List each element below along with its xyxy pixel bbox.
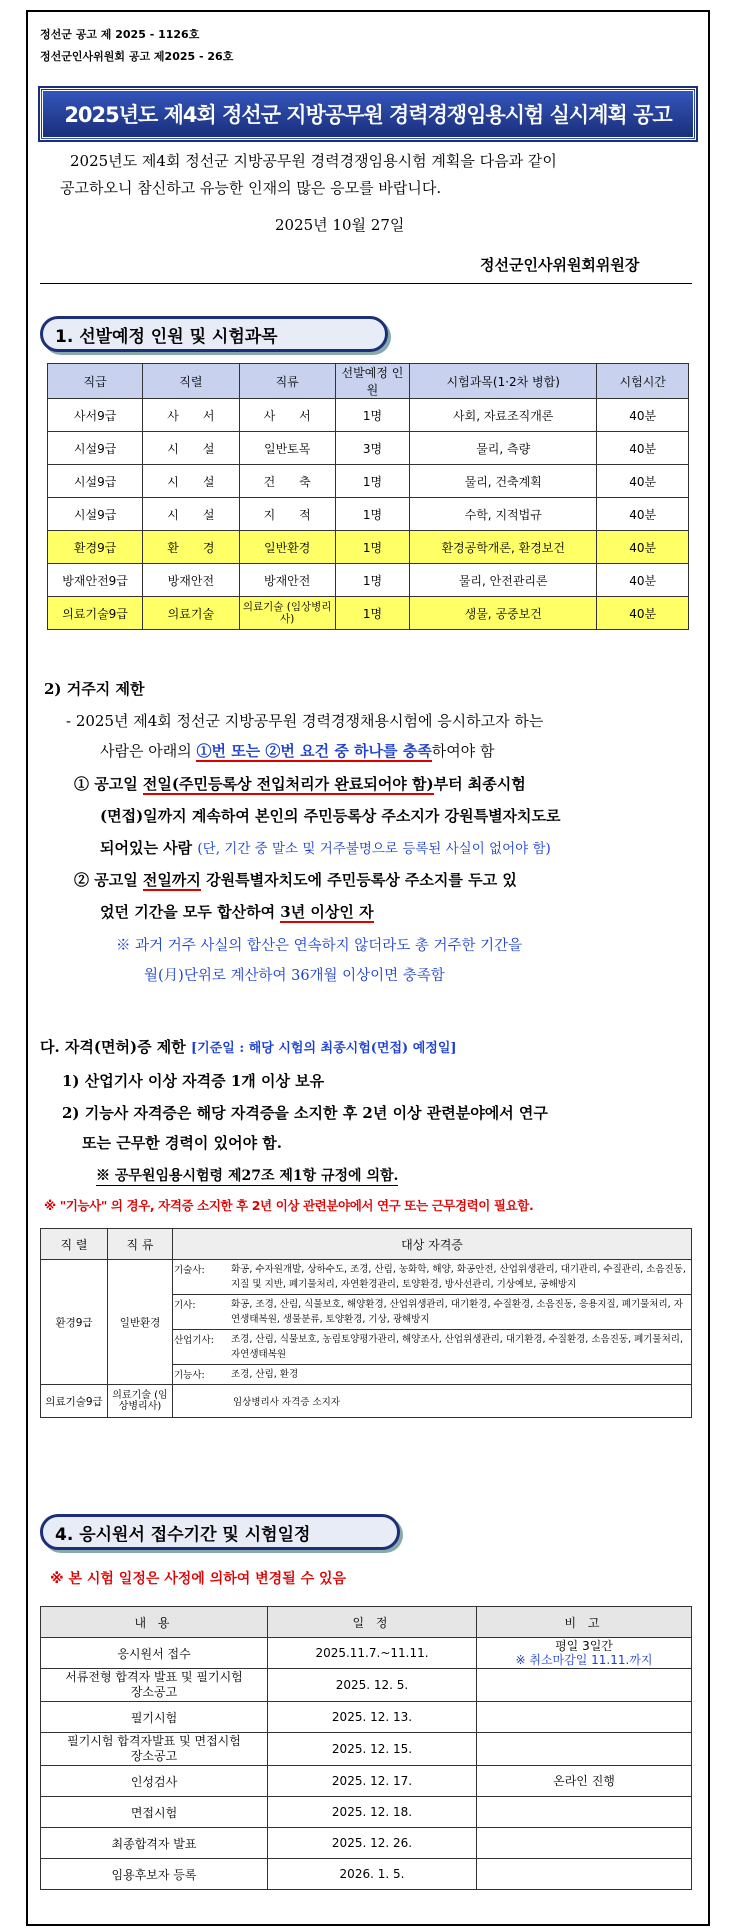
col-type: 직류 [239,364,335,399]
license-heading-a: 다. 자격(면허)증 제한 [40,1038,192,1056]
section4-title: 4. 응시원서 접수기간 및 시험일정 [40,1514,400,1550]
col-series: 직 렬 [41,1229,108,1260]
schedule-item: 응시원서 접수 [41,1638,268,1669]
cell-time: 40분 [597,465,689,498]
section1-title: 1. 선발예정 인원 및 시험과목 [40,316,388,352]
c1-a: ① 공고일 [74,775,143,793]
cert-list: 화공, 조경, 산림, 식물보호, 해양환경, 산업위생관리, 대기환경, 수질환경, 소음진동, 응용지질, 폐기물처리, 자연생태복원, 생물분류, 토양환경, 기상, 광해방지 [227,1295,692,1330]
col-count: 선발예정 인 원 [335,364,409,399]
cell-count: 1명 [335,597,409,630]
cell-count: 1명 [335,399,409,432]
license-item-2-line-1: 2) 기능사 자격증은 해당 자격증을 소지한 후 2년 이상 관련분야에서 연구 [62,1104,548,1122]
schedule-item: 면접시험 [41,1797,268,1828]
cell-type: 건 축 [239,465,335,498]
residence-line-1: - 2025년 제4회 정선군 지방공무원 경력경쟁채용시험에 응시하고자 하는 [66,712,544,730]
c2-2b: 3년 이상인 자 [280,903,374,921]
schedule-date: 2026. 1. 5. [268,1859,477,1890]
cell-grade: 시설9급 [48,465,143,498]
cert-list: 화공, 수자원개발, 상하수도, 조경, 산림, 농화학, 해양, 화공안전, 산업위생관리, 대기관리, 수질관리, 소음진동, 지질 및 지반, 폐기물처리, 자연환경관리, 토양환경, 방사선관리, 기상예보, 공해방지 [227,1260,692,1295]
schedule-date: 2025. 12. 17. [268,1766,477,1797]
residence-line-2c: 하여야 함 [431,742,495,760]
schedule-row [41,1828,692,1859]
license-red-note: ※ "기능사" 의 경우, 자격증 소지한 후 2년 이상 관련분야에서 연구 또는 근무경력이 필요함. [44,1198,534,1213]
cell-count: 1명 [335,531,409,564]
cert-level: 기사: [173,1295,228,1330]
table-row [48,465,689,498]
schedule-row [41,1766,692,1797]
cell-subjects: 수학, 지적법규 [410,498,597,531]
cell-subjects: 물리, 안전관리론 [410,564,597,597]
table-header-row [48,364,689,399]
residence-note-2: 월(月)단위로 계산하여 36개월 이상이면 충족함 [144,968,445,984]
schedule-remark [477,1828,692,1859]
cell-type: 일반환경 [239,531,335,564]
schedule-remark [477,1702,692,1733]
schedule-item: 서류전형 합격자 발표 및 필기시험 장소공고 [41,1669,268,1702]
residence-condition: ①번 또는 ②번 요건 중 하나를 충족 [196,742,432,760]
license-item-1: 1) 산업기사 이상 자격증 1개 이상 보유 [62,1072,325,1090]
cell-series: 방재안전 [143,564,239,597]
residence-line-2 [100,740,494,761]
schedule-table [40,1606,692,1890]
license-base-date: [기준일 : 해당 시험의 최종시험(면접) 예정일] [191,1041,457,1056]
schedule-date: 2025. 12. 5. [268,1669,477,1702]
c1-c: 부터 최종시험 [433,775,526,793]
cell-series: 의료기술 [143,597,239,630]
c2-2a: 었던 기간을 모두 합산하여 [100,903,281,921]
table-row [48,498,689,531]
cell-type: 의료기술 (임상병리사) [239,597,335,630]
col-type: 직 류 [108,1229,173,1260]
cert-level: 기능사: [173,1365,228,1385]
c2-b: 전일까지 [142,871,201,889]
schedule-row [41,1733,692,1766]
condition-2-line-2 [100,901,374,922]
table-row [48,597,689,630]
schedule-item: 최종합격자 발표 [41,1828,268,1859]
selection-table [47,363,689,630]
cell-grade: 사서9급 [48,399,143,432]
col-time: 시험시간 [597,364,689,399]
col-grade: 직급 [48,364,143,399]
signer: 정선군인사위원회위원장 [480,256,640,274]
license-item-2-line-2: 또는 근무한 경력이 있어야 함. [82,1134,282,1152]
remark-sub: ※ 취소마감일 11.11.까지 [515,1653,653,1667]
schedule-remark [477,1638,692,1669]
intro-line-1: 2025년도 제4회 정선군 지방공무원 경력경쟁임용시험 계획을 다음과 같이 [70,152,557,170]
cert-row [41,1260,692,1295]
schedule-remark [477,1733,692,1766]
schedule-remark [477,1797,692,1828]
schedule-item: 임용후보자 등록 [41,1859,268,1890]
condition-1-line-1 [74,773,526,794]
residence-line-2a: 사람은 아래의 [100,742,197,760]
residence-heading: 2) 거주지 제한 [44,680,145,698]
cert-level: 기술사: [173,1260,228,1295]
cell-type: 지 적 [239,498,335,531]
schedule-date: 2025. 12. 15. [268,1733,477,1766]
table-row [48,432,689,465]
col-date: 일 정 [268,1607,477,1638]
med-grade: 의료기술9급 [41,1385,108,1418]
cert-level: 산업기사: [173,1330,228,1365]
c1-b: 전일(주민등록상 전입처리가 완료되어야 함) [142,775,434,793]
schedule-row [41,1638,692,1669]
notice-number-1: 정선군 공고 제 2025 - 1126호 [40,28,200,41]
cell-series: 사 서 [143,399,239,432]
condition-1-line-3 [100,837,551,858]
env-grade: 환경9급 [41,1260,108,1385]
cell-count: 1명 [335,564,409,597]
cell-type: 사 서 [239,399,335,432]
law-reference: ※ 공무원임용시험령 제27조 제1항 규정에 의함. [96,1165,398,1186]
c1-3a: 되어있는 사람 [100,839,198,857]
cell-series: 시 설 [143,465,239,498]
c2-c: 강원특별자치도에 주민등록상 주소지를 두고 있 [200,871,517,889]
cell-series: 환 경 [143,531,239,564]
table-row [48,564,689,597]
schedule-note: ※ 본 시험 일정은 사정에 의하여 변경될 수 있음 [50,1571,347,1587]
cell-grade: 환경9급 [48,531,143,564]
cell-count: 1명 [335,498,409,531]
remark-main: 온라인 진행 [553,1774,615,1788]
table-row [48,531,689,564]
intro-line-2: 공고하오니 참신하고 유능한 인재의 많은 응모를 바랍니다. [60,179,442,197]
schedule-row [41,1669,692,1702]
cert-list: 조경, 산림, 환경 [227,1365,692,1385]
env-type: 일반환경 [108,1260,173,1385]
cell-grade: 방재안전9급 [48,564,143,597]
cell-time: 40분 [597,564,689,597]
cell-subjects: 환경공학개론, 환경보건 [410,531,597,564]
col-series: 직렬 [143,364,239,399]
condition-2-line-1 [74,869,517,890]
cell-time: 40분 [597,498,689,531]
license-header-row [41,1229,692,1260]
cell-time: 40분 [597,597,689,630]
cert-row [41,1385,692,1418]
cell-series: 시 설 [143,498,239,531]
cell-grade: 시설9급 [48,498,143,531]
condition-1-line-2: (면접)일까지 계속하여 본인의 주민등록상 주소지가 강원특별자치도로 [100,807,561,825]
schedule-date: 2025.11.7.~11.11. [268,1638,477,1669]
divider [40,283,692,284]
schedule-row [41,1859,692,1890]
cell-type: 일반토목 [239,432,335,465]
med-type: 의료기술 (임상병리사) [108,1385,173,1418]
schedule-item: 필기시험 [41,1702,268,1733]
med-cert: 임상병리사 자격증 소지자 [173,1385,692,1418]
schedule-row [41,1702,692,1733]
cell-time: 40분 [597,531,689,564]
cell-count: 3명 [335,432,409,465]
cell-subjects: 사회, 자료조직개론 [410,399,597,432]
schedule-item: 필기시험 합격자발표 및 면접시험 장소공고 [41,1733,268,1766]
residence-note-1: ※ 과거 거주 사실의 합산은 연속하지 않더라도 총 거주한 기간을 [116,938,523,954]
cell-subjects: 물리, 건축계획 [410,465,597,498]
table-row [48,399,689,432]
c2-a: ② 공고일 [74,871,143,889]
cell-count: 1명 [335,465,409,498]
col-item: 내 용 [41,1607,268,1638]
announce-date: 2025년 10월 27일 [275,216,405,234]
notice-number-2: 정선군인사위원회 공고 제2025 - 26호 [40,50,234,63]
schedule-remark [477,1669,692,1702]
cell-series: 시 설 [143,432,239,465]
cell-grade: 시설9급 [48,432,143,465]
schedule-date: 2025. 12. 26. [268,1828,477,1859]
cell-time: 40분 [597,432,689,465]
cell-grade: 의료기술9급 [48,597,143,630]
schedule-date: 2025. 12. 13. [268,1702,477,1733]
cell-type: 방재안전 [239,564,335,597]
schedule-header-row [41,1607,692,1638]
col-cert: 대상 자격증 [173,1229,692,1260]
col-remark: 비 고 [477,1607,692,1638]
c1-3b: (단, 기간 중 말소 및 거주불명으로 등록된 사실이 없어야 함) [197,841,551,857]
license-heading [40,1036,457,1057]
cell-subjects: 생물, 공중보건 [410,597,597,630]
license-table [40,1228,692,1418]
cell-time: 40분 [597,399,689,432]
remark-main: 평일 3일간 [555,1639,613,1653]
page-title: 2025년도 제4회 정선군 지방공무원 경력경쟁임용시험 실시계획 공고 [40,88,696,140]
schedule-item: 인성검사 [41,1766,268,1797]
schedule-remark [477,1766,692,1797]
schedule-remark [477,1859,692,1890]
schedule-row [41,1797,692,1828]
cert-list: 조경, 산림, 식물보호, 농림토양평가관리, 해양조사, 산업위생관리, 대기환경, 수질환경, 소음진동, 폐기물처리, 자연생태복원 [227,1330,692,1365]
col-subjects: 시험과목(1·2차 병합) [410,364,597,399]
schedule-date: 2025. 12. 18. [268,1797,477,1828]
cell-subjects: 물리, 측량 [410,432,597,465]
